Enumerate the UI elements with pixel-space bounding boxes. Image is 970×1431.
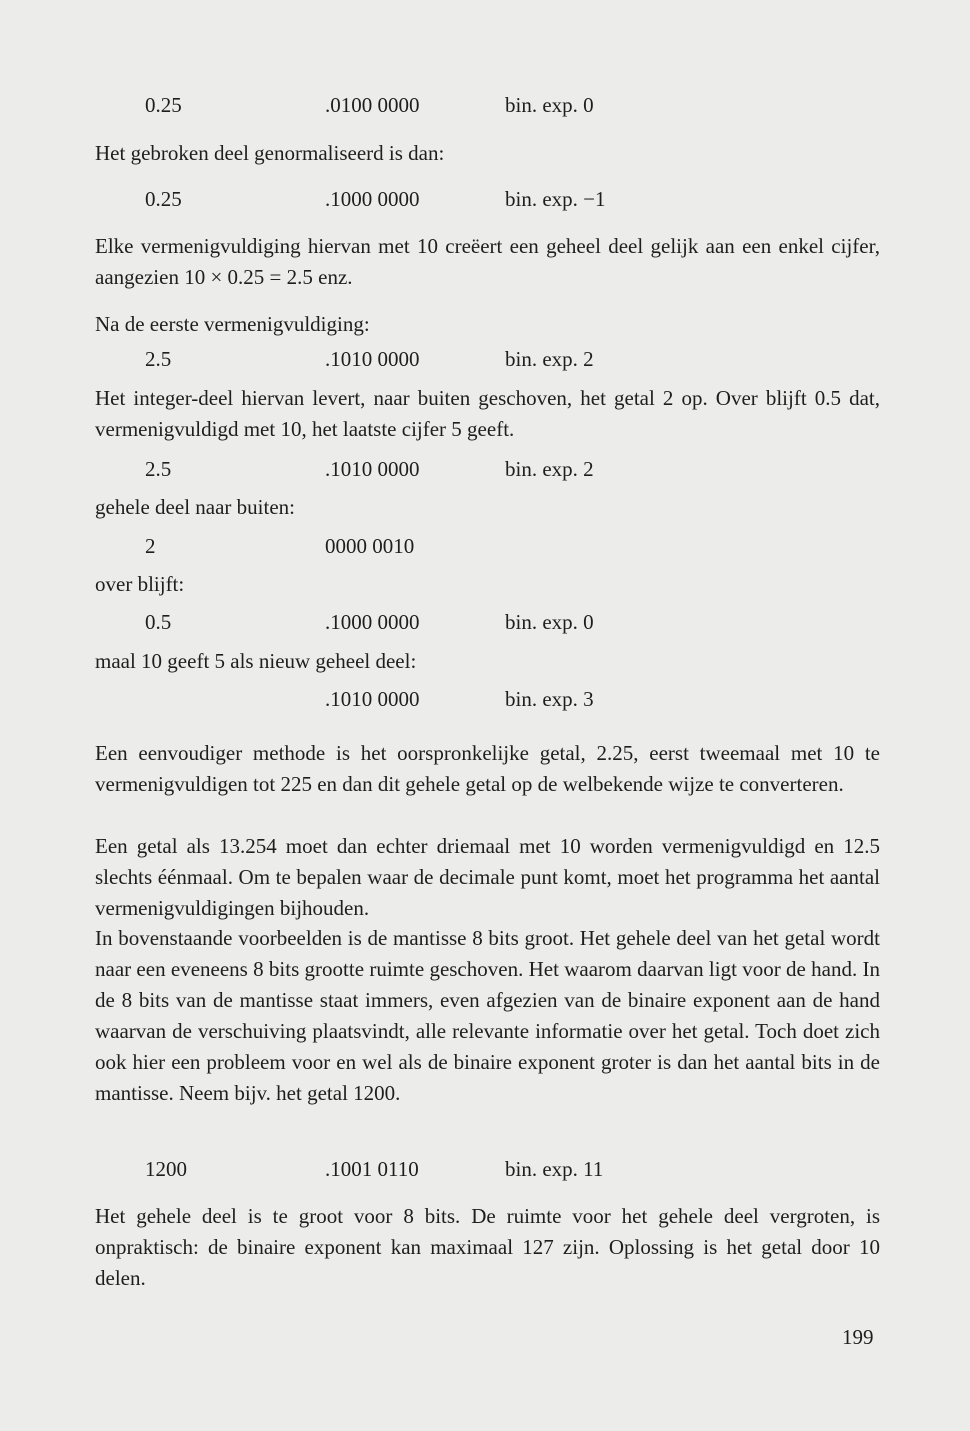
binary-exponent: bin. exp. 11 (505, 1157, 604, 1181)
decimal-value: 2 (145, 534, 156, 558)
binary-mantissa: .0100 0000 (325, 93, 420, 117)
binary-exponent: bin. exp. 0 (505, 610, 594, 634)
binary-mantissa: .1010 0000 (325, 347, 420, 371)
number-row (0, 684, 970, 714)
binary-mantissa: .1010 0000 (325, 687, 420, 711)
binary-mantissa: 0000 0010 (325, 534, 415, 558)
number-row (0, 1154, 970, 1184)
binary-exponent: bin. exp. 2 (505, 457, 594, 481)
number-row (0, 454, 970, 484)
binary-mantissa: .1000 0000 (325, 187, 420, 211)
paragraph: maal 10 geeft 5 als nieuw geheel deel: (95, 649, 417, 673)
decimal-value: 0.25 (145, 187, 182, 211)
paragraph: In bovenstaande voorbeelden is de mantisse 8 bits groot. Het gehele deel van het getal wordt naar een eveneens 8 bits grootte ruimte geschoven. Het waarom daarvan ligt voor de hand. In de 8 bits van de mantisse staat immers, even afgezien van de binaire exponent aan de hand waarvan de verschuiving plaatsvindt, alle relevante informatie over het getal. Toch doet zich ook hier een probleem voor en wel als de binaire exponent groter is dan het aantal bits in de mantisse. Neem bijv. het getal 1200. (95, 926, 880, 1105)
binary-exponent: bin. exp. 0 (505, 93, 594, 117)
paragraph: over blijft: (95, 572, 185, 596)
decimal-value: 2.5 (145, 347, 172, 371)
binary-exponent: bin. exp. 3 (505, 687, 594, 711)
number-row (0, 90, 970, 120)
number-row (0, 344, 970, 374)
binary-mantissa: .1010 0000 (325, 457, 420, 481)
paragraph: Na de eerste vermenigvuldiging: (95, 312, 370, 336)
paragraph: Het gehele deel is te groot voor 8 bits. De ruimte voor het gehele deel vergroten, is onpraktisch: de binaire exponent kan maximaal 127 zijn. Oplossing is het getal door 10 delen. (95, 1204, 880, 1290)
paragraph: Het gebroken deel genormaliseerd is dan: (95, 141, 445, 165)
page-number: 199 (842, 1325, 874, 1349)
paragraph: gehele deel naar buiten: (95, 495, 295, 519)
number-row (0, 607, 970, 637)
number-row (0, 531, 970, 561)
binary-exponent: bin. exp. 2 (505, 347, 594, 371)
paragraph: Een getal als 13.254 moet dan echter driemaal met 10 worden vermenigvuldigd en 12.5 slechts éénmaal. Om te bepalen waar de decimale punt komt, moet het programma het aantal vermenigvuldigingen bijhouden. (95, 834, 880, 920)
binary-mantissa: .1000 0000 (325, 610, 420, 634)
paragraph: Het integer-deel hiervan levert, naar buiten geschoven, het getal 2 op. Over blijft 0.5 dat, vermenigvuldigd met 10, het laatste cijfer 5 geeft. (95, 386, 880, 441)
binary-exponent: bin. exp. −1 (505, 187, 606, 211)
decimal-value: 2.5 (145, 457, 172, 481)
decimal-value: 0.25 (145, 93, 182, 117)
decimal-value: 0.5 (145, 610, 172, 634)
number-row (0, 184, 970, 214)
decimal-value: 1200 (145, 1157, 187, 1181)
binary-mantissa: .1001 0110 (325, 1157, 419, 1181)
paragraph: Elke vermenigvuldiging hiervan met 10 creëert een geheel deel gelijk aan een enkel cijfer, aangezien 10 × 0.25 = 2.5 enz. (95, 234, 880, 289)
paragraph: Een eenvoudiger methode is het oorspronkelijke getal, 2.25, eerst tweemaal met 10 te vermenigvuldigen tot 225 en dan dit gehele getal op de welbekende wijze te converteren. (95, 741, 880, 796)
